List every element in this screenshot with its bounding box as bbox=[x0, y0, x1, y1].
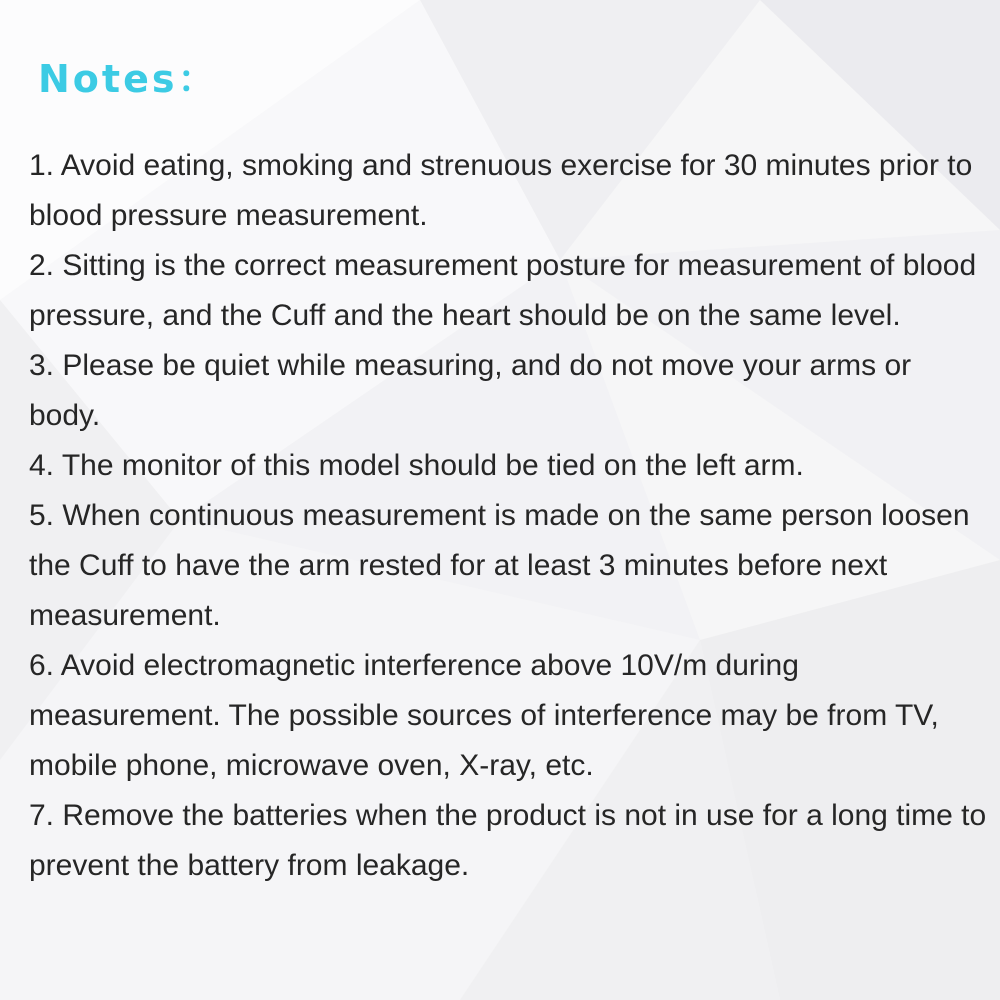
note-item: 7. Remove the batteries when the product is not in use for a long time to prevent the battery from leakage. bbox=[29, 799, 987, 882]
notes-title: Notes： bbox=[38, 57, 219, 101]
note-item: 4. The monitor of this model should be tied on the left arm. bbox=[29, 449, 804, 482]
note-item: 6. Avoid electromagnetic interference above 10V/m during measurement. The possible sources of interference may be from TV, mobile phone, microwave oven, X-ray, etc. bbox=[29, 649, 939, 782]
note-item: 1. Avoid eating, smoking and strenuous exercise for 30 minutes prior to blood pressure measurement. bbox=[29, 149, 973, 232]
notes-list bbox=[29, 141, 989, 891]
note-item: 5. When continuous measurement is made on the same person loosen the Cuff to have the arm rested for at least 3 minutes before next measurement. bbox=[29, 499, 970, 632]
note-item: 2. Sitting is the correct measurement posture for measurement of blood pressure, and the Cuff and the heart should be on the same level. bbox=[29, 249, 977, 332]
note-item: 3. Please be quiet while measuring, and do not move your arms or body. bbox=[29, 349, 912, 432]
